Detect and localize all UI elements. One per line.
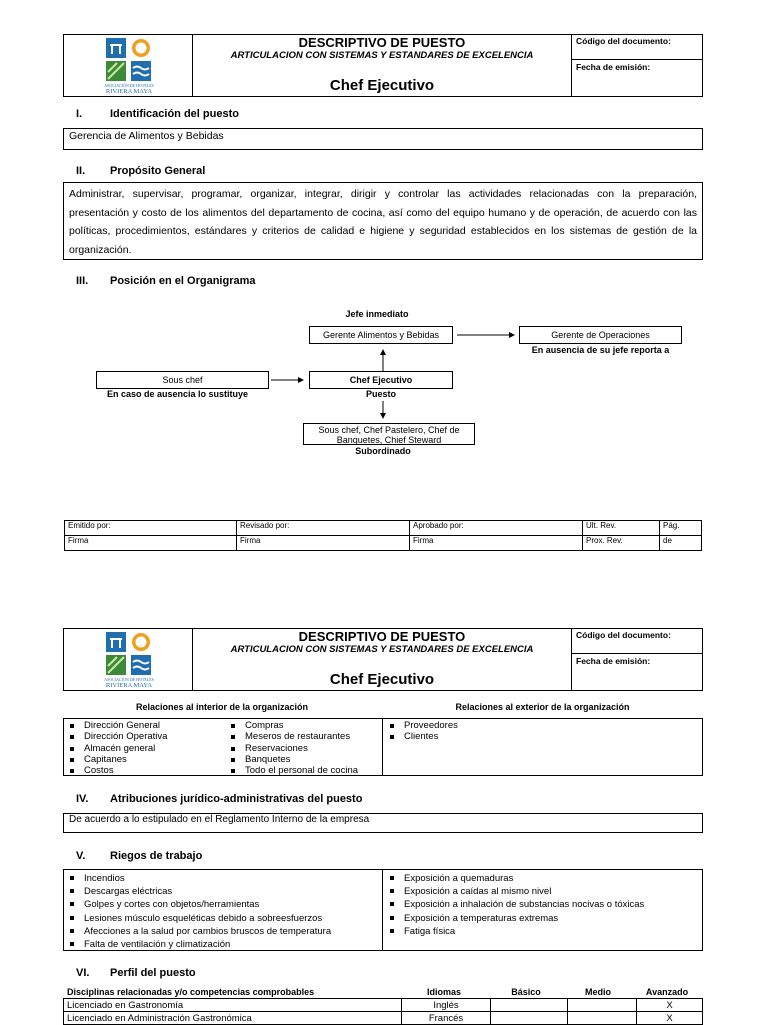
table-cell: X — [637, 1012, 703, 1025]
profile-header-basic: Básico — [511, 987, 541, 997]
list-item: Meseros de restaurantes — [225, 731, 358, 742]
interior-relations-title: Relaciones al interior de la organización — [135, 702, 309, 712]
section-4-heading — [76, 793, 362, 805]
table-cell: Pág. — [660, 521, 702, 536]
table-cell: Firma — [237, 536, 410, 551]
association-logo — [103, 630, 155, 690]
table-cell: Licenciado en Gastronomía — [64, 999, 402, 1012]
list-item: Falta de ventilación y climatización — [64, 938, 331, 951]
purpose-line: presentación y costo de los alimentos del departamento de cocina, así como del equipo humano y de operación, de acuerdo con las — [69, 206, 697, 219]
section-number: V. — [76, 850, 86, 862]
section-number: II. — [76, 165, 86, 177]
list-item: Dirección Operativa — [64, 731, 167, 742]
table-cell: Aprobado por: — [410, 521, 583, 536]
operations-note: En ausencia de su jefe reporta a — [531, 345, 670, 355]
table-cell: Inglés — [402, 999, 491, 1012]
profile-header-languages: Idiomas — [426, 987, 461, 997]
list-item: Proveedores — [384, 720, 458, 731]
section-number: III. — [76, 275, 89, 287]
section-number: I. — [76, 108, 83, 120]
divider — [382, 870, 383, 950]
table-row — [64, 1012, 703, 1025]
list-item: Clientes — [384, 731, 458, 742]
table-row — [64, 999, 703, 1012]
doc-subtitle: ARTICULACION CON SISTEMAS Y ESTANDARES DE EXCELENCIA — [230, 50, 534, 61]
profile-header-medium: Medio — [585, 987, 611, 997]
logo-caption: RIVIERA MAYA — [105, 682, 153, 689]
org-box-boss: Gerente Alimentos y Bebidas — [309, 326, 453, 344]
signature-table — [64, 520, 702, 551]
section-title: Posición en el Organigrama — [110, 275, 256, 287]
list-item: Capitanes — [64, 754, 167, 765]
logo-caption: ASOCIACIÓN DE HOTELES — [104, 83, 154, 88]
logo-caption: RIVIERA MAYA — [105, 88, 153, 95]
code-label: Código del documento: — [576, 36, 671, 46]
risks-list-2 — [384, 872, 644, 938]
list-item: Afecciones a la salud por cambios bruscos de temperatura — [64, 925, 331, 938]
list-item: Fatiga física — [384, 925, 644, 938]
list-item: Golpes y cortes con objetos/herramientas — [64, 898, 331, 911]
position-label: Puesto — [365, 389, 396, 399]
list-item: Todo el personal de cocina — [225, 765, 358, 776]
table-cell: de — [660, 536, 702, 551]
logo-caption: ASOCIACIÓN DE HOTELES — [104, 677, 154, 682]
table-row — [65, 521, 702, 536]
section-number: IV. — [76, 793, 89, 805]
section-title: Riegos de trabajo — [110, 850, 203, 862]
profile-header-disciplines: Disciplinas relacionadas y/o competencias comprobables — [67, 987, 315, 997]
table-cell — [491, 1012, 568, 1025]
interior-list-2 — [225, 720, 358, 776]
risks-list-1 — [64, 872, 331, 951]
position-title: Chef Ejecutivo — [329, 671, 435, 688]
list-item: Exposición a inhalación de substancias nocivas o tóxicas — [384, 898, 644, 911]
risks-box — [63, 869, 703, 951]
list-item: Dirección General — [64, 720, 167, 731]
attributions-value: De acuerdo a lo estipulado en el Reglamento Interno de la empresa — [63, 813, 703, 833]
section-title: Identificación del puesto — [110, 108, 239, 120]
doc-title: DESCRIPTIVO DE PUESTO — [298, 629, 466, 644]
identification-value: Gerencia de Alimentos y Bebidas — [63, 128, 703, 150]
org-box-position: Chef Ejecutivo — [309, 371, 453, 389]
table-cell: X — [637, 999, 703, 1012]
doc-subtitle: ARTICULACION CON SISTEMAS Y ESTANDARES DE EXCELENCIA — [230, 644, 534, 655]
table-cell: Emitido por: — [65, 521, 237, 536]
table-cell: Francés — [402, 1012, 491, 1025]
table-cell: Firma — [65, 536, 237, 551]
date-label: Fecha de emisión: — [576, 62, 651, 72]
profile-header-advanced: Avanzado — [645, 987, 689, 997]
section-6-heading — [76, 967, 196, 979]
list-item: Banquetes — [225, 754, 358, 765]
section-title: Atribuciones jurídico-administrativas del puesto — [110, 793, 363, 805]
exterior-list — [384, 720, 458, 743]
sous-chef-note: En caso de ausencia lo sustituye — [106, 389, 249, 399]
relations-box — [63, 718, 703, 776]
position-title: Chef Ejecutivo — [329, 77, 435, 94]
list-item: Exposición a caídas al mismo nivel — [384, 885, 644, 898]
org-box-operations: Gerente de Operaciones — [519, 326, 682, 344]
list-item: Compras — [225, 720, 358, 731]
purpose-line: políticas, procedimientos, estándares y criterios de calidad e higiene y seguridad establecidos en los sistemas de gestión de la — [69, 225, 697, 237]
list-item: Incendios — [64, 872, 331, 885]
section-number: VI. — [76, 967, 90, 979]
boss-label: Jefe inmediato — [345, 309, 409, 319]
section-title: Perfil del puesto — [110, 967, 196, 979]
section-5-heading — [76, 850, 202, 862]
table-cell: Revisado por: — [237, 521, 410, 536]
profile-table — [63, 998, 703, 1025]
subordinates-label: Subordinado — [355, 446, 411, 456]
table-cell: Ult. Rev. — [583, 521, 660, 536]
purpose-line: Administrar, supervisar, programar, organizar, integrar, dirigir y controlar las actividades relacionadas con la preparación, — [69, 188, 697, 200]
table-cell: Firma — [410, 536, 583, 551]
table-cell — [568, 999, 637, 1012]
date-label: Fecha de emisión: — [576, 656, 651, 666]
divider — [571, 653, 703, 654]
list-item: Costos — [64, 765, 167, 776]
list-item: Reservaciones — [225, 743, 358, 754]
exterior-relations-title: Relaciones al exterior de la organización — [455, 702, 630, 712]
interior-list-1 — [64, 720, 167, 776]
list-item: Exposición a quemaduras — [384, 872, 644, 885]
divider — [382, 719, 383, 775]
subordinates-line: Banquetes, Chief Steward — [336, 435, 442, 445]
doc-title: DESCRIPTIVO DE PUESTO — [298, 35, 466, 50]
section-title: Propósito General — [110, 165, 206, 177]
code-label: Código del documento: — [576, 630, 671, 640]
org-box-sous-chef: Sous chef — [96, 371, 269, 389]
table-row — [65, 536, 702, 551]
purpose-line: organización. — [69, 243, 132, 256]
list-item: Almacén general — [64, 743, 167, 754]
list-item: Lesiones músculo esqueléticas debido a sobreesfuerzos — [64, 912, 331, 925]
list-item: Exposición a temperaturas extremas — [384, 912, 644, 925]
org-connectors — [0, 0, 768, 460]
divider — [571, 628, 572, 691]
subordinates-line: Sous chef, Chef Pastelero, Chef de — [318, 425, 460, 435]
list-item: Descargas eléctricas — [64, 885, 331, 898]
table-cell: Licenciado en Administración Gastronómica — [64, 1012, 402, 1025]
table-cell: Prox. Rev. — [583, 536, 660, 551]
table-cell — [568, 1012, 637, 1025]
table-cell — [491, 999, 568, 1012]
